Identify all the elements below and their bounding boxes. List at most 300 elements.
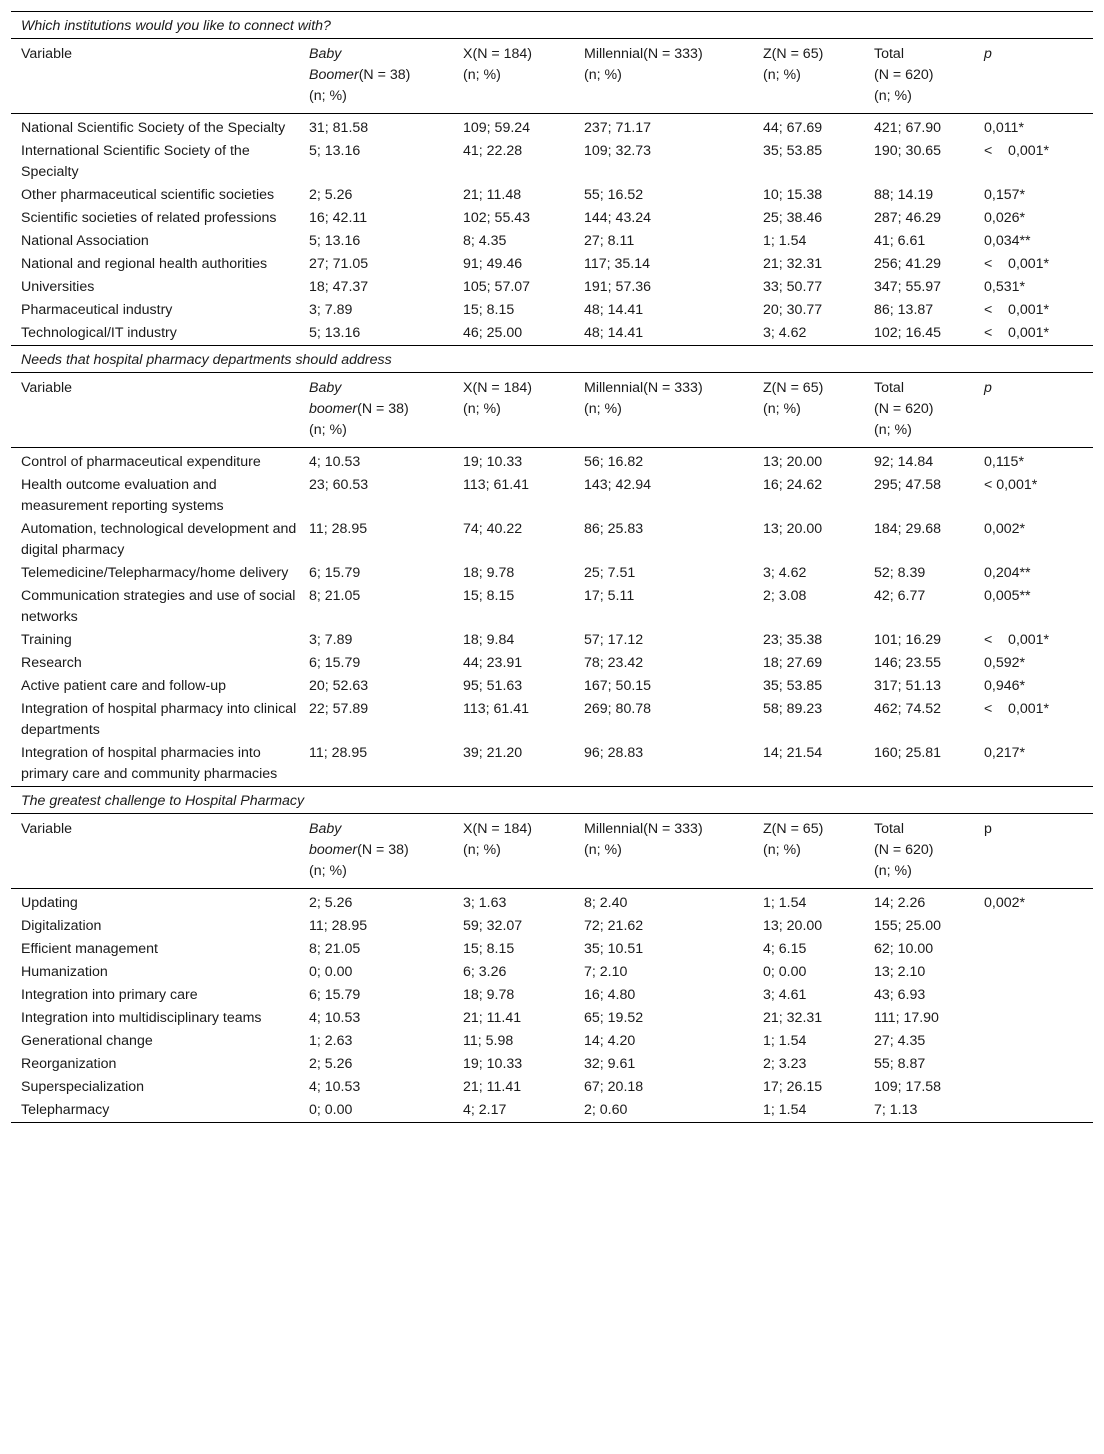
baby-boomer-cell: 6; 15.79 xyxy=(309,565,361,581)
header-gen-x xyxy=(453,814,574,889)
total-cell: 43; 6.93 xyxy=(874,987,926,1003)
table-row xyxy=(11,889,1093,916)
gen-z-cell: 3; 4.62 xyxy=(763,565,807,581)
baby-boomer-cell: 22; 57.89 xyxy=(309,701,369,717)
header-baby-boomer-line2: boomer xyxy=(309,401,358,417)
header-baby-boomer xyxy=(299,814,453,889)
baby-boomer-cell: 5; 13.16 xyxy=(299,322,453,346)
total-cell: 42; 6.77 xyxy=(874,588,926,604)
gen-z-cell: 1; 1.54 xyxy=(763,1033,807,1049)
gen-x-cell: 21; 11.41 xyxy=(463,1079,522,1095)
header-gen-x xyxy=(453,39,574,114)
variable-cell: Integration of hospital pharmacies into primary care and community pharmacies xyxy=(11,742,299,787)
header-millennial-n: Millennial(N = 333) xyxy=(584,380,703,396)
p-value-cell: < 0,001* xyxy=(984,477,1038,493)
total-cell: 52; 8.39 xyxy=(874,565,926,581)
variable-cell: Universities xyxy=(21,279,95,295)
gen-x-cell: 15; 8.15 xyxy=(463,588,515,604)
baby-boomer-cell: 2; 5.26 xyxy=(309,187,353,203)
gen-x-cell: 18; 9.78 xyxy=(463,987,515,1003)
gen-z-cell: 10; 15.38 xyxy=(763,187,823,203)
gen-z-cell: 20; 30.77 xyxy=(763,302,823,318)
gen-x-cell: 74; 40.22 xyxy=(463,521,523,537)
variable-cell: Telepharmacy xyxy=(11,1099,299,1123)
results-table xyxy=(11,11,1093,1123)
p-value-cell: 0,217* xyxy=(974,742,1093,787)
millennial-cell: 65; 19.52 xyxy=(584,1010,644,1026)
millennial-cell: 96; 28.83 xyxy=(574,742,753,787)
variable-cell: Active patient care and follow-up xyxy=(21,678,227,694)
header-total-n: (N = 620) xyxy=(874,67,934,83)
total-cell: 101; 16.29 xyxy=(874,632,942,648)
gen-x-cell: 15; 8.15 xyxy=(463,941,515,957)
total-cell: 109; 17.58 xyxy=(874,1079,942,1095)
total-cell: 421; 67.90 xyxy=(874,120,942,136)
table-row xyxy=(11,474,1093,518)
total-cell: 7; 1.13 xyxy=(864,1099,974,1123)
table-row xyxy=(11,299,1093,322)
header-baby-boomer-line2: boomer xyxy=(309,842,358,858)
table-row xyxy=(11,448,1093,475)
header-total-label: Total xyxy=(874,46,904,62)
header-gen-z-unit: (n; %) xyxy=(763,67,801,83)
gen-x-cell: 21; 11.48 xyxy=(463,187,522,203)
gen-x-cell: 18; 9.84 xyxy=(463,632,515,648)
baby-boomer-cell: 6; 15.79 xyxy=(309,987,361,1003)
p-value-cell: < 0,001* xyxy=(984,302,1050,318)
gen-z-cell: 21; 32.31 xyxy=(763,1010,823,1026)
p-value-cell xyxy=(974,1076,1093,1099)
gen-z-cell: 3; 4.62 xyxy=(753,322,864,346)
table-row xyxy=(11,1007,1093,1030)
baby-boomer-cell: 5; 13.16 xyxy=(309,233,361,249)
header-total-n: (N = 620) xyxy=(874,401,934,417)
header-p-value-label: p xyxy=(984,821,992,837)
variable-cell: National Scientific Society of the Specialty xyxy=(21,120,286,136)
total-cell: 287; 46.29 xyxy=(874,210,942,226)
baby-boomer-cell: 0; 0.00 xyxy=(309,964,353,980)
variable-cell: Research xyxy=(21,655,82,671)
table-row xyxy=(11,1099,1093,1123)
baby-boomer-cell: 4; 10.53 xyxy=(309,1079,361,1095)
p-value-cell xyxy=(974,915,1093,938)
header-variable xyxy=(11,39,299,114)
total-cell: 184; 29.68 xyxy=(874,521,942,537)
p-value-cell xyxy=(974,984,1093,1007)
variable-cell: Telemedicine/Telepharmacy/home delivery xyxy=(21,565,289,581)
gen-z-cell: 2; 3.08 xyxy=(763,588,807,604)
gen-z-cell: 13; 20.00 xyxy=(763,521,823,537)
gen-z-cell: 2; 3.23 xyxy=(763,1056,807,1072)
p-value-cell xyxy=(974,1007,1093,1030)
gen-z-cell: 35; 53.85 xyxy=(763,143,823,159)
header-total xyxy=(864,373,974,448)
millennial-cell: 27; 8.11 xyxy=(584,233,635,249)
header-gen-z xyxy=(753,373,864,448)
baby-boomer-cell: 0; 0.00 xyxy=(299,1099,453,1123)
gen-x-cell: 6; 3.26 xyxy=(463,964,507,980)
gen-z-cell: 18; 27.69 xyxy=(763,655,823,671)
table-row xyxy=(11,562,1093,585)
header-baby-boomer xyxy=(299,39,453,114)
table-row xyxy=(11,915,1093,938)
header-millennial xyxy=(574,39,753,114)
header-total-unit: (n; %) xyxy=(874,863,912,879)
header-total-n: (N = 620) xyxy=(874,842,934,858)
header-total-label: Total xyxy=(874,821,904,837)
baby-boomer-cell: 20; 52.63 xyxy=(309,678,369,694)
baby-boomer-cell: 11; 28.95 xyxy=(309,918,368,934)
variable-cell: Superspecialization xyxy=(21,1079,145,1095)
results-table-container xyxy=(11,11,1093,1123)
header-baby-boomer-line1: Baby xyxy=(309,821,342,837)
millennial-cell: 25; 7.51 xyxy=(584,565,636,581)
header-baby-boomer xyxy=(299,373,453,448)
millennial-cell: 67; 20.18 xyxy=(584,1079,644,1095)
total-cell: 317; 51.13 xyxy=(874,678,942,694)
gen-z-cell: 44; 67.69 xyxy=(763,120,823,136)
p-value-cell: < 0,001* xyxy=(984,143,1050,159)
variable-cell: Technological/IT industry xyxy=(11,322,299,346)
gen-z-cell: 17; 26.15 xyxy=(763,1079,823,1095)
column-header-row xyxy=(11,373,1093,448)
gen-x-cell: 11; 5.98 xyxy=(463,1033,514,1049)
column-header-row xyxy=(11,39,1093,114)
millennial-cell: 78; 23.42 xyxy=(584,655,644,671)
variable-cell: Integration of hospital pharmacy into clinical departments xyxy=(21,701,297,738)
section-title-row xyxy=(11,787,1093,814)
millennial-cell: 237; 71.17 xyxy=(584,120,652,136)
gen-z-cell: 1; 1.54 xyxy=(763,233,807,249)
header-baby-boomer-n: (N = 38) xyxy=(358,67,411,83)
table-row xyxy=(11,230,1093,253)
millennial-cell: 2; 0.60 xyxy=(574,1099,753,1123)
total-cell: 347; 55.97 xyxy=(874,279,942,295)
table-row xyxy=(11,184,1093,207)
header-gen-x xyxy=(453,373,574,448)
total-cell: 27; 4.35 xyxy=(874,1033,926,1049)
header-variable-label: Variable xyxy=(21,821,72,837)
header-gen-z-n: Z(N = 65) xyxy=(763,380,824,396)
variable-cell: Training xyxy=(21,632,72,648)
baby-boomer-cell: 5; 13.16 xyxy=(309,143,361,159)
gen-x-cell: 15; 8.15 xyxy=(463,302,515,318)
baby-boomer-cell: 27; 71.05 xyxy=(309,256,369,272)
header-variable-label: Variable xyxy=(21,380,72,396)
total-cell: 13; 2.10 xyxy=(874,964,926,980)
total-cell: 155; 25.00 xyxy=(874,918,942,934)
p-value-cell xyxy=(974,938,1093,961)
header-gen-x-n: X(N = 184) xyxy=(463,821,532,837)
table-row xyxy=(11,742,1093,787)
gen-x-cell: 41; 22.28 xyxy=(463,143,523,159)
header-millennial-unit: (n; %) xyxy=(584,401,622,417)
header-p-value xyxy=(974,373,1093,448)
variable-cell: Digitalization xyxy=(21,918,102,934)
millennial-cell: 7; 2.10 xyxy=(584,964,628,980)
table-row xyxy=(11,518,1093,562)
p-value-cell: 0,005** xyxy=(984,588,1031,604)
gen-x-cell: 95; 51.63 xyxy=(463,678,523,694)
millennial-cell: 16; 4.80 xyxy=(584,987,636,1003)
header-gen-x-unit: (n; %) xyxy=(463,401,501,417)
gen-x-cell: 59; 32.07 xyxy=(463,918,523,934)
section-title: Which institutions would you like to connect with? xyxy=(11,12,1093,39)
p-value-cell: 0,592* xyxy=(984,655,1026,671)
gen-x-cell: 3; 1.63 xyxy=(463,895,507,911)
baby-boomer-cell: 6; 15.79 xyxy=(309,655,361,671)
gen-x-cell: 109; 59.24 xyxy=(463,120,531,136)
variable-cell: Generational change xyxy=(21,1033,153,1049)
header-baby-boomer-line1: Baby xyxy=(309,380,342,396)
gen-x-cell: 102; 55.43 xyxy=(463,210,531,226)
millennial-cell: 72; 21.62 xyxy=(584,918,644,934)
header-variable xyxy=(11,373,299,448)
p-value-cell: 0,115* xyxy=(984,454,1024,470)
gen-z-cell: 1; 1.54 xyxy=(753,1099,864,1123)
millennial-cell: 32; 9.61 xyxy=(584,1056,636,1072)
millennial-cell: 117; 35.14 xyxy=(584,256,651,272)
section-title: The greatest challenge to Hospital Pharmacy xyxy=(11,787,1093,814)
gen-x-cell: 21; 11.41 xyxy=(463,1010,522,1026)
header-variable xyxy=(11,814,299,889)
header-p-value-label: p xyxy=(984,380,992,396)
gen-z-cell: 21; 32.31 xyxy=(763,256,823,272)
variable-cell: National Association xyxy=(21,233,149,249)
millennial-cell: 14; 4.20 xyxy=(584,1033,636,1049)
variable-cell: Pharmaceutical industry xyxy=(21,302,173,318)
p-value-cell: 0,034** xyxy=(984,233,1031,249)
gen-z-cell: 25; 38.46 xyxy=(763,210,823,226)
baby-boomer-cell: 23; 60.53 xyxy=(309,477,369,493)
gen-x-cell: 46; 25.00 xyxy=(453,322,574,346)
total-cell: 462; 74.52 xyxy=(874,701,942,717)
p-value-cell: 0,946* xyxy=(984,678,1026,694)
total-cell: 102; 16.45 xyxy=(864,322,974,346)
variable-cell: Automation, technological development and digital pharmacy xyxy=(21,521,297,558)
header-baby-boomer-unit: (n; %) xyxy=(309,88,347,104)
variable-cell: Communication strategies and use of social networks xyxy=(21,588,296,625)
header-millennial xyxy=(574,814,753,889)
header-gen-z-unit: (n; %) xyxy=(763,842,801,858)
header-p-value xyxy=(974,39,1093,114)
total-cell: 86; 13.87 xyxy=(874,302,934,318)
header-baby-boomer-n: (N = 38) xyxy=(357,401,409,417)
header-baby-boomer-unit: (n; %) xyxy=(309,863,347,879)
gen-z-cell: 16; 24.62 xyxy=(763,477,823,493)
table-row xyxy=(11,961,1093,984)
total-cell: 92; 14.84 xyxy=(874,454,934,470)
p-value-cell xyxy=(974,1030,1093,1053)
total-cell: 160; 25.81 xyxy=(864,742,974,787)
table-row xyxy=(11,585,1093,629)
table-row xyxy=(11,1053,1093,1076)
header-p-value xyxy=(974,814,1093,889)
variable-cell: Updating xyxy=(21,895,78,911)
gen-x-cell: 44; 23.91 xyxy=(463,655,523,671)
variable-cell: Health outcome evaluation and measurement reporting systems xyxy=(21,477,224,514)
table-row xyxy=(11,322,1093,346)
variable-cell: Humanization xyxy=(21,964,108,980)
table-row xyxy=(11,629,1093,652)
gen-z-cell: 13; 20.00 xyxy=(763,454,823,470)
baby-boomer-cell: 11; 28.95 xyxy=(309,521,368,537)
millennial-cell: 191; 57.36 xyxy=(584,279,652,295)
p-value-cell: 0,204** xyxy=(984,565,1031,581)
header-millennial-unit: (n; %) xyxy=(584,842,622,858)
table-row xyxy=(11,698,1093,742)
p-value-cell xyxy=(974,1099,1093,1123)
table-row xyxy=(11,253,1093,276)
gen-z-cell: 0; 0.00 xyxy=(763,964,807,980)
results-table-body xyxy=(11,12,1093,1123)
total-cell: 88; 14.19 xyxy=(874,187,934,203)
millennial-cell: 269; 80.78 xyxy=(584,701,652,717)
gen-x-cell: 4; 2.17 xyxy=(453,1099,574,1123)
total-cell: 295; 47.58 xyxy=(874,477,942,493)
header-baby-boomer-line1: Baby xyxy=(309,46,342,62)
variable-cell: National and regional health authorities xyxy=(21,256,268,272)
table-row xyxy=(11,652,1093,675)
variable-cell: Control of pharmaceutical expenditure xyxy=(21,454,261,470)
table-row xyxy=(11,276,1093,299)
variable-cell: Scientific societies of related professions xyxy=(21,210,277,226)
millennial-cell: 48; 14.41 xyxy=(574,322,753,346)
variable-cell: International Scientific Society of the Specialty xyxy=(21,143,250,180)
total-cell: 55; 8.87 xyxy=(874,1056,926,1072)
column-header-row xyxy=(11,814,1093,889)
header-baby-boomer-unit: (n; %) xyxy=(309,422,347,438)
millennial-cell: 8; 2.40 xyxy=(584,895,628,911)
table-row xyxy=(11,938,1093,961)
header-total xyxy=(864,39,974,114)
gen-x-cell: 113; 61.41 xyxy=(463,701,530,717)
gen-z-cell: 13; 20.00 xyxy=(763,918,823,934)
table-row xyxy=(11,207,1093,230)
header-baby-boomer-line2: Boomer xyxy=(309,67,359,83)
millennial-cell: 35; 10.51 xyxy=(584,941,644,957)
header-millennial-n: Millennial(N = 333) xyxy=(584,46,703,62)
millennial-cell: 167; 50.15 xyxy=(584,678,652,694)
millennial-cell: 86; 25.83 xyxy=(584,521,644,537)
baby-boomer-cell: 2; 5.26 xyxy=(309,895,353,911)
millennial-cell: 48; 14.41 xyxy=(584,302,644,318)
header-gen-z xyxy=(753,39,864,114)
variable-cell: Efficient management xyxy=(21,941,158,957)
millennial-cell: 55; 16.52 xyxy=(584,187,644,203)
gen-z-cell: 35; 53.85 xyxy=(763,678,823,694)
header-gen-z-n: Z(N = 65) xyxy=(763,821,824,837)
gen-z-cell: 14; 21.54 xyxy=(753,742,864,787)
gen-x-cell: 105; 57.07 xyxy=(463,279,531,295)
header-baby-boomer-n: (N = 38) xyxy=(357,842,409,858)
gen-z-cell: 23; 35.38 xyxy=(763,632,823,648)
baby-boomer-cell: 1; 2.63 xyxy=(309,1033,353,1049)
total-cell: 41; 6.61 xyxy=(874,233,926,249)
header-gen-z-unit: (n; %) xyxy=(763,401,801,417)
p-value-cell: 0,002* xyxy=(984,895,1026,911)
table-row xyxy=(11,1030,1093,1053)
baby-boomer-cell: 4; 10.53 xyxy=(309,454,361,470)
variable-cell: Other pharmaceutical scientific societies xyxy=(21,187,275,203)
baby-boomer-cell: 2; 5.26 xyxy=(309,1056,353,1072)
p-value-cell: 0,011* xyxy=(984,120,1024,136)
millennial-cell: 143; 42.94 xyxy=(584,477,652,493)
gen-z-cell: 58; 89.23 xyxy=(763,701,823,717)
table-row xyxy=(11,140,1093,184)
table-row xyxy=(11,675,1093,698)
header-millennial xyxy=(574,373,753,448)
millennial-cell: 144; 43.24 xyxy=(584,210,652,226)
section-title-row xyxy=(11,12,1093,39)
gen-x-cell: 8; 4.35 xyxy=(463,233,507,249)
gen-z-cell: 4; 6.15 xyxy=(763,941,807,957)
header-millennial-n: Millennial(N = 333) xyxy=(584,821,703,837)
p-value-cell xyxy=(974,961,1093,984)
gen-x-cell: 113; 61.41 xyxy=(463,477,530,493)
gen-x-cell: 39; 21.20 xyxy=(453,742,574,787)
total-cell: 14; 2.26 xyxy=(874,895,926,911)
p-value-cell xyxy=(974,1053,1093,1076)
gen-z-cell: 3; 4.61 xyxy=(763,987,807,1003)
millennial-cell: 56; 16.82 xyxy=(584,454,644,470)
section-title-row xyxy=(11,346,1093,373)
p-value-cell: < 0,001* xyxy=(984,256,1050,272)
header-gen-z xyxy=(753,814,864,889)
gen-x-cell: 18; 9.78 xyxy=(463,565,515,581)
gen-x-cell: 91; 49.46 xyxy=(463,256,523,272)
p-value-cell: < 0,001* xyxy=(974,322,1093,346)
baby-boomer-cell: 8; 21.05 xyxy=(309,941,361,957)
total-cell: 62; 10.00 xyxy=(874,941,934,957)
baby-boomer-cell: 18; 47.37 xyxy=(309,279,369,295)
baby-boomer-cell: 11; 28.95 xyxy=(299,742,453,787)
p-value-cell: < 0,001* xyxy=(984,701,1050,717)
baby-boomer-cell: 16; 42.11 xyxy=(309,210,368,226)
p-value-cell: 0,531* xyxy=(984,279,1026,295)
header-gen-x-n: X(N = 184) xyxy=(463,46,532,62)
millennial-cell: 17; 5.11 xyxy=(584,588,635,604)
gen-z-cell: 1; 1.54 xyxy=(763,895,807,911)
header-millennial-unit: (n; %) xyxy=(584,67,622,83)
total-cell: 190; 30.65 xyxy=(874,143,942,159)
header-total xyxy=(864,814,974,889)
table-row xyxy=(11,1076,1093,1099)
gen-z-cell: 33; 50.77 xyxy=(763,279,823,295)
total-cell: 146; 23.55 xyxy=(874,655,942,671)
p-value-cell: 0,026* xyxy=(984,210,1026,226)
table-row xyxy=(11,984,1093,1007)
header-total-unit: (n; %) xyxy=(874,422,912,438)
gen-x-cell: 19; 10.33 xyxy=(463,454,523,470)
table-row xyxy=(11,114,1093,141)
gen-x-cell: 19; 10.33 xyxy=(463,1056,523,1072)
millennial-cell: 109; 32.73 xyxy=(584,143,652,159)
p-value-cell: 0,002* xyxy=(984,521,1026,537)
header-gen-x-unit: (n; %) xyxy=(463,842,501,858)
baby-boomer-cell: 3; 7.89 xyxy=(309,302,353,318)
baby-boomer-cell: 3; 7.89 xyxy=(309,632,353,648)
p-value-cell: 0,157* xyxy=(984,187,1026,203)
header-gen-x-n: X(N = 184) xyxy=(463,380,532,396)
header-gen-z-n: Z(N = 65) xyxy=(763,46,824,62)
baby-boomer-cell: 8; 21.05 xyxy=(309,588,361,604)
header-variable-label: Variable xyxy=(21,46,72,62)
total-cell: 256; 41.29 xyxy=(874,256,942,272)
variable-cell: Reorganization xyxy=(21,1056,117,1072)
header-gen-x-unit: (n; %) xyxy=(463,67,501,83)
baby-boomer-cell: 31; 81.58 xyxy=(309,120,369,136)
